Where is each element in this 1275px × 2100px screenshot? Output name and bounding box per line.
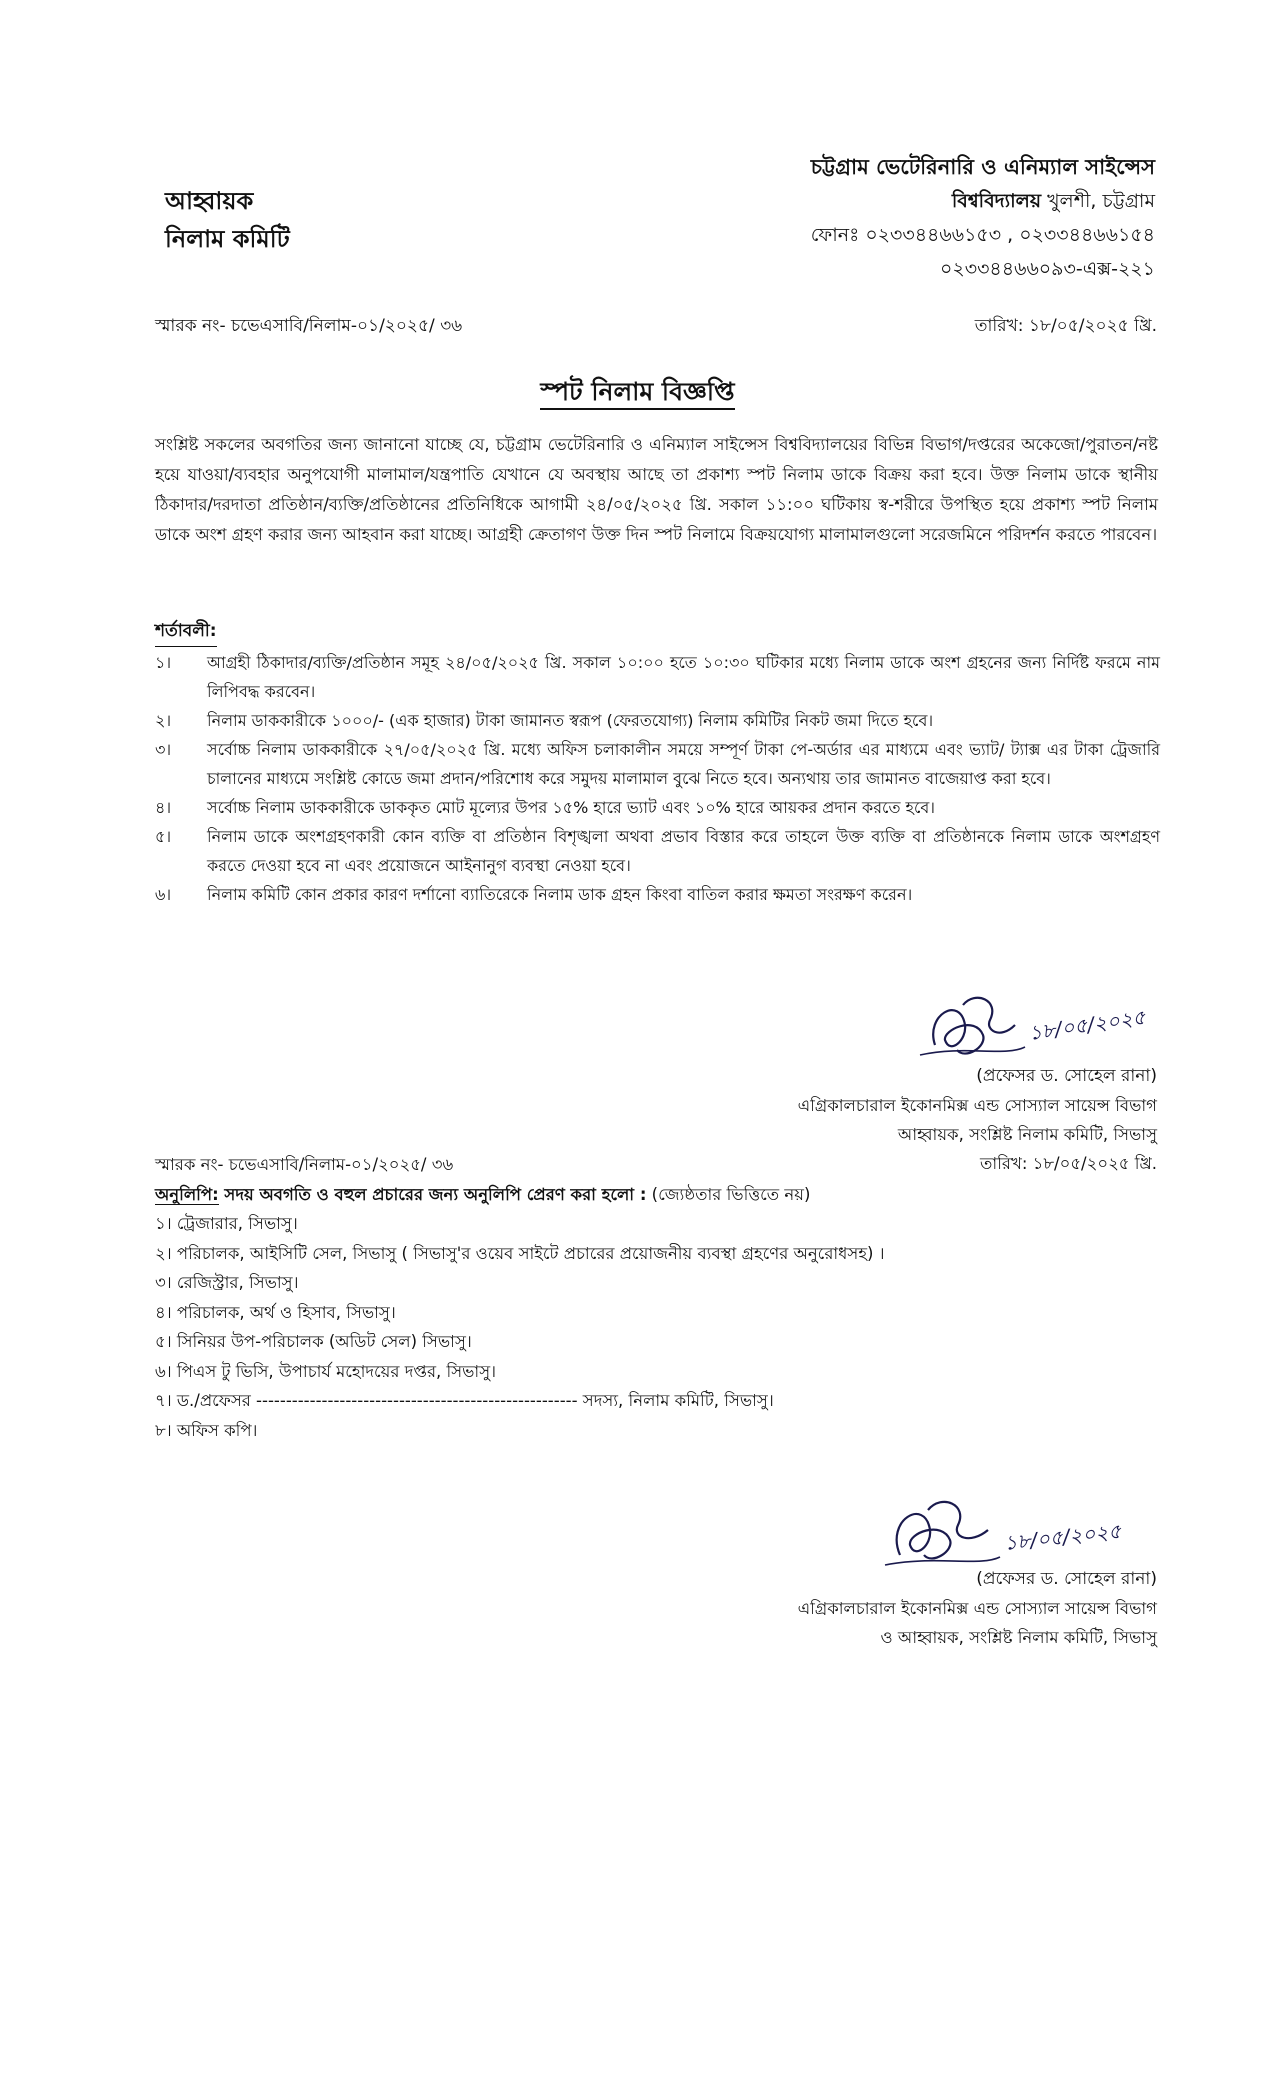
copy-recipient: ৪। পরিচালক, অর্থ ও হিসাব, সিভাসু। [155,1302,396,1322]
copy-heading: অনুলিপি: সদয় অবগতি ও বহুল প্রচারের জন্য অনুলিপি প্রেরণ করা হলো : (জ্যেষ্ঠতার ভিত্তিতে নয়) [155,1184,811,1204]
notice-title-wrap [0,372,1275,415]
memo-number: স্মারক নং- চভেএসাবি/নিলাম-০১/২০২৫/ ৩৬ [155,316,463,336]
term-item: ১। আগ্রহী ঠিকাদার/ব্যক্তি/প্রতিষ্ঠান সমূহ ২৪/০৫/২০২৫ খ্রি. সকাল ১০:০০ হতে ১০:৩০ ঘটিকার মধ্যে নিলাম ডাকে অংশ গ্রহনের জন্য নির্দিষ্ট ফরমে নাম লিপিবদ্ধ করবেন। [155,653,1160,701]
signatory-role-2: ও আহ্বায়ক, সংশ্লিষ্ট নিলাম কমিটি, সিভাসু [880,1628,1157,1647]
copy-recipient: ৮। অফিস কপি। [155,1420,258,1440]
copy-recipient: ৬। পিএস টু ভিসি, উপাচার্য মহোদয়ের দপ্তর, সিভাসু। [155,1361,497,1381]
letterhead-left [165,182,290,258]
signatory-role: আহ্বায়ক, সংশ্লিষ্ট নিলাম কমিটি, সিভাসু [897,1125,1157,1144]
copy-recipient: ৫। সিনিয়র উপ-পরিচালক (অডিট সেল) সিভাসু। [155,1332,472,1351]
terms-list [155,648,1160,909]
signatory-name-2: (প্রফেসর ড. সোহেল রানা) [976,1569,1157,1589]
copy-section [155,1150,1160,1445]
signatory-name: (প্রফেসর ড. সোহেল রানা) [976,1066,1157,1086]
notice-body: সংশ্লিষ্ট সকলের অবগতির জন্য জানানো যাচ্ছে যে, চট্টগ্রাম ভেটেরিনারি ও এনিম্যাল সাইন্সেস বিশ্ববিদ্যালয়ের বিভিন্ন বিভাগ/দপ্তরের অকেজো/পুরাতন/নষ্ট হয়ে যাওয়া/ব্যবহার অনুপযোগী মালামাল/যন্ত্রপাতি যেখানে যে অবস্থায় আছে তা প্রকাশ্য স্পট নিলাম ডাকে বিক্রয় করা হবে। উক্ত নিলাম ডাকে স্থানীয় ঠিকাদার/দরদাতা প্রতিষ্ঠান/ব্যক্তি/প্রতিষ্ঠানের প্রতিনিধিকে আগামী ২৪/০৫/২০২৫ খ্রি. সকাল ১১:০০ ঘটিকায় স্ব-শরীরে উপস্থিত হয়ে প্রকাশ্য স্পট নিলাম ডাকে অংশ গ্রহণ করার জন্য আহবান করা যাচ্ছে। আগ্রহী ক্রেতাগণ উক্ত দিন স্পট নিলামে বিক্রয়যোগ্য মালামালগুলো সরেজমিনে পরিদর্শন করতে পারবেন। [155,435,1158,544]
signature-date-handwritten-2: ১৮/০৫/২০২৫ [1003,1518,1123,1555]
letterhead-convener: আহ্বায়ক [165,187,254,215]
letterhead-university-line2 [811,184,1155,218]
letterhead-right [811,150,1155,286]
copy-recipient: ৭। ড./প্রফেসর ------------------------------------------------------ সদস্য, নিলাম কমিটি, সিভাসু। [155,1391,774,1410]
copy-recipient: ১। ট্রেজারার, সিভাসু। [155,1214,298,1233]
term-item: ৫। নিলাম ডাকে অংশগ্রহণকারী কোন ব্যক্তি বা প্রতিষ্ঠান বিশৃঙ্খলা অথবা প্রভাব বিস্তার করে তাহলে উক্ত ব্যক্তি বা প্রতিষ্ঠানকে নিলাম ডাকে অংশগ্রহণ করতে দেওয়া হবে না এবং প্রয়োজনে আইনানুগ ব্যবস্থা নেওয়া হবে। [155,827,1160,875]
term-item: ২। নিলাম ডাককারীকে ১০০০/- (এক হাজার) টাকা জামানত স্বরূপ (ফেরতযোগ্য) নিলাম কমিটির নিকট জমা দিতে হবে। [155,711,934,730]
signature-date-handwritten: ১৮/০৫/২০২৫ [1027,1004,1147,1045]
copy-recipient: ২। পরিচালক, আইসিটি সেল, সিভাসু ( সিভাসু'র ওয়েব সাইটে প্রচারের প্রয়োজনীয় ব্যবস্থা গ্রহণের অনুরোধসহ) । [155,1243,885,1263]
signatory-department-2: এগ্রিকালচারাল ইকোনমিক্স এন্ড সোস্যাল সায়েন্স বিভাগ [797,1599,1157,1618]
term-item: ৪। সর্বোচ্চ নিলাম ডাককারীকে ডাককৃত মোট মূল্যের উপর ১৫% হারে ভ্যাট এবং ১০% হারে আয়কর প্রদান করতে হবে। [155,798,936,817]
memo-date: তারিখ: ১৮/০৫/২০২৫ খ্রি. [974,316,1157,336]
signature-date: তারিখ: ১৮/০৫/২০২৫ খ্রি. [980,1154,1157,1173]
letterhead-phone-ext: ০২৩৩৪৪৬৬০৯৩-এক্স-২২১ [940,258,1155,280]
letterhead-university-line1: চট্টগ্রাম ভেটেরিনারি ও এনিম্যাল সাইন্সেস [810,155,1155,179]
notice-title: স্পট নিলাম বিজ্ঞপ্তি [540,377,734,410]
terms-heading: শর্তাবলী: [155,618,217,647]
letterhead-university-word: বিশ্ববিদ্যালয় [951,190,1042,212]
letterhead-committee: নিলাম কমিটি [165,225,290,253]
signatory-department: এগ্রিকালচারাল ইকোনমিক্স এন্ড সোস্যাল সায়েন্স বিভাগ [797,1096,1157,1115]
term-item: ৬। নিলাম কমিটি কোন প্রকার কারণ দর্শানো ব্যাতিরেকে নিলাম ডাক গ্রহন কিংবা বাতিল করার ক্ষমতা সংরক্ষণ করেন। [155,885,913,904]
copy-recipient: ৩। রেজিস্ট্রার, সিভাসু। [155,1273,299,1292]
letterhead-phone: ফোনঃ ০২৩৩৪৪৬৬১৫৩ , ০২৩৩৪৪৬৬১৫৪ [810,224,1155,246]
term-item: ৩। সর্বোচ্চ নিলাম ডাককারীকে ২৭/০৫/২০২৫ খ্রি. মধ্যে অফিস চলাকালীন সময়ে সম্পূর্ণ টাকা পে-অর্ডার এর মাধ্যমে এবং ভ্যাট/ ট্যাক্স এর টাকা ট্রেজারি চালানের মাধ্যমে সংশ্লিষ্ট কোডে জমা প্রদান/পরিশোধ করে সমুদয় মালামাল বুঝে নিতে হবে। অন্যথায় তার জামানত বাজেয়াপ্ত করা হবে। [155,740,1160,788]
copy-memo-number: স্মারক নং- চভেএসাবি/নিলাম-০১/২০২৫/ ৩৬ [155,1155,454,1174]
signature-block-2 [798,1565,1157,1652]
letterhead-location: খুলশী, চট্টগ্রাম [1041,190,1155,212]
